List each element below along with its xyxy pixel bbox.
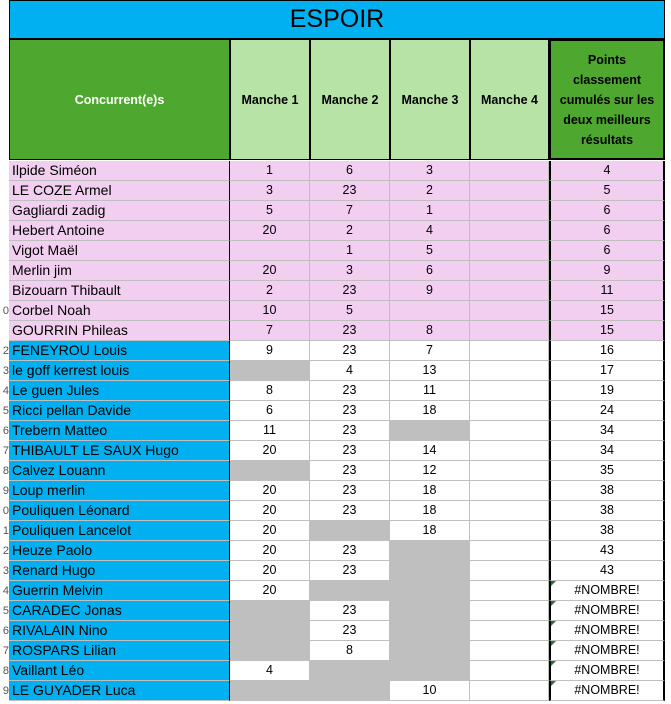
manche-1-cell[interactable]: 20 bbox=[230, 561, 310, 581]
points-cell[interactable]: 17 bbox=[549, 361, 665, 381]
points-cell[interactable]: 34 bbox=[549, 441, 665, 461]
manche-4-cell[interactable] bbox=[470, 641, 549, 661]
manche-4-cell[interactable] bbox=[470, 401, 549, 421]
manche-4-cell[interactable] bbox=[470, 541, 549, 561]
row-number: 6 bbox=[2, 625, 9, 637]
manche-1-cell[interactable] bbox=[230, 461, 310, 481]
manche-4-cell[interactable] bbox=[470, 481, 549, 501]
manche-4-cell[interactable] bbox=[470, 661, 549, 681]
points-cell[interactable]: #NOMBRE! bbox=[549, 641, 665, 661]
competitor-name-cell[interactable]: Bizouarn Thibault bbox=[9, 281, 230, 301]
competitor-name-cell[interactable]: Corbel Noah bbox=[9, 301, 230, 321]
manche-2-cell[interactable] bbox=[310, 661, 390, 681]
manche-4-cell[interactable] bbox=[470, 581, 549, 601]
error-indicator-icon bbox=[551, 601, 556, 606]
manche-2-cell[interactable]: 23 bbox=[310, 421, 390, 441]
competitor-name-cell[interactable]: CARADEC Jonas bbox=[9, 601, 230, 621]
points-cell[interactable]: 38 bbox=[549, 481, 665, 501]
manche-3-cell[interactable] bbox=[390, 581, 470, 601]
manche-1-cell[interactable] bbox=[230, 621, 310, 641]
manche-3-cell[interactable]: 18 bbox=[390, 401, 470, 421]
points-cell[interactable]: 16 bbox=[549, 341, 665, 361]
manche-2-cell[interactable]: 23 bbox=[310, 621, 390, 641]
competitor-name-cell[interactable]: Renard Hugo bbox=[9, 561, 230, 581]
competitor-name-cell[interactable]: Trebern Matteo bbox=[9, 421, 230, 441]
competitor-name-cell[interactable]: Hebert Antoine bbox=[9, 221, 230, 241]
points-cell[interactable]: 15 bbox=[549, 321, 665, 341]
manche-3-cell[interactable]: 18 bbox=[390, 501, 470, 521]
sheet-title[interactable]: ESPOIR bbox=[9, 0, 665, 39]
manche-4-cell[interactable] bbox=[470, 421, 549, 441]
row-number: 3 bbox=[2, 565, 9, 577]
manche-3-cell[interactable]: 18 bbox=[390, 521, 470, 541]
manche-4-cell[interactable] bbox=[470, 601, 549, 621]
row-number: 8 bbox=[2, 665, 9, 677]
manche-3-cell[interactable] bbox=[390, 661, 470, 681]
points-cell[interactable]: 35 bbox=[549, 461, 665, 481]
competitor-name-cell[interactable]: GOURRIN Phileas bbox=[9, 321, 230, 341]
points-cell[interactable]: 43 bbox=[549, 541, 665, 561]
manche-4-cell[interactable] bbox=[470, 181, 549, 201]
points-cell[interactable]: 38 bbox=[549, 501, 665, 521]
row-number: 4 bbox=[2, 385, 9, 397]
competitor-name-cell[interactable]: Ilpide Siméon bbox=[9, 161, 230, 181]
competitor-name-cell[interactable]: Heuze Paolo bbox=[9, 541, 230, 561]
row-number bbox=[0, 201, 9, 221]
manche-3-cell[interactable]: 12 bbox=[390, 461, 470, 481]
row-number bbox=[0, 221, 9, 241]
manche-1-cell[interactable]: 11 bbox=[230, 421, 310, 441]
header-points[interactable]: Points classement cumulés sur les deux meilleurs résultats bbox=[549, 39, 665, 160]
row-number: 1 bbox=[2, 525, 9, 537]
manche-2-cell[interactable]: 23 bbox=[310, 341, 390, 361]
error-indicator-icon bbox=[551, 661, 556, 666]
manche-3-cell[interactable] bbox=[390, 621, 470, 641]
manche-4-cell[interactable] bbox=[470, 201, 549, 221]
row-number: 0 bbox=[2, 305, 9, 317]
points-cell[interactable]: 6 bbox=[549, 221, 665, 241]
manche-3-cell[interactable]: 6 bbox=[390, 261, 470, 281]
manche-2-cell[interactable]: 23 bbox=[310, 321, 390, 341]
row-number: 2 bbox=[2, 345, 9, 357]
points-cell[interactable]: 9 bbox=[549, 261, 665, 281]
manche-4-cell[interactable] bbox=[470, 501, 549, 521]
row-number: 0 bbox=[2, 505, 9, 517]
manche-2-cell[interactable]: 6 bbox=[310, 161, 390, 181]
competitor-name-cell[interactable]: Pouliquen Léonard bbox=[9, 501, 230, 521]
manche-1-cell[interactable] bbox=[230, 361, 310, 381]
manche-3-cell[interactable] bbox=[390, 601, 470, 621]
manche-4-cell[interactable] bbox=[470, 281, 549, 301]
points-cell[interactable]: 43 bbox=[549, 561, 665, 581]
row-number: 3 bbox=[2, 365, 9, 377]
manche-2-cell[interactable]: 23 bbox=[310, 481, 390, 501]
manche-4-cell[interactable] bbox=[470, 301, 549, 321]
manche-4-cell[interactable] bbox=[470, 341, 549, 361]
competitor-name-cell[interactable]: Vaillant Léo bbox=[9, 661, 230, 681]
error-indicator-icon bbox=[551, 681, 556, 686]
row-number: 5 bbox=[2, 605, 9, 617]
manche-2-cell[interactable] bbox=[310, 581, 390, 601]
row-number bbox=[0, 281, 9, 301]
manche-3-cell[interactable]: 13 bbox=[390, 361, 470, 381]
row-number: 7 bbox=[2, 645, 9, 657]
manche-1-cell[interactable] bbox=[230, 641, 310, 661]
row-number: 4 bbox=[2, 585, 9, 597]
manche-1-cell[interactable]: 20 bbox=[230, 221, 310, 241]
manche-4-cell[interactable] bbox=[470, 221, 549, 241]
competitor-name-cell[interactable]: Ricci pellan Davide bbox=[9, 401, 230, 421]
manche-1-cell[interactable]: 20 bbox=[230, 481, 310, 501]
manche-4-cell[interactable] bbox=[470, 441, 549, 461]
manche-2-cell[interactable]: 5 bbox=[310, 301, 390, 321]
competitor-name-cell[interactable]: FENEYROU Louis bbox=[9, 341, 230, 361]
manche-1-cell[interactable]: 20 bbox=[230, 581, 310, 601]
manche-3-cell[interactable] bbox=[390, 641, 470, 661]
competitor-name-cell[interactable]: Merlin jim bbox=[9, 261, 230, 281]
manche-4-cell[interactable] bbox=[470, 461, 549, 481]
manche-2-cell[interactable]: 23 bbox=[310, 461, 390, 481]
manche-3-cell[interactable] bbox=[390, 561, 470, 581]
manche-2-cell[interactable]: 2 bbox=[310, 221, 390, 241]
points-cell[interactable]: 5 bbox=[549, 181, 665, 201]
manche-1-cell[interactable]: 3 bbox=[230, 181, 310, 201]
manche-3-cell[interactable]: 7 bbox=[390, 341, 470, 361]
manche-2-cell[interactable] bbox=[310, 521, 390, 541]
manche-3-cell[interactable]: 10 bbox=[390, 681, 470, 701]
competitor-name-cell[interactable]: Guerrin Melvin bbox=[9, 581, 230, 601]
manche-2-cell[interactable]: 23 bbox=[310, 501, 390, 521]
row-number: 9 bbox=[2, 485, 9, 497]
manche-2-cell[interactable]: 23 bbox=[310, 561, 390, 581]
manche-3-cell[interactable]: 18 bbox=[390, 481, 470, 501]
row-number bbox=[0, 241, 9, 261]
competitor-name-cell[interactable]: LE GUYADER Luca bbox=[9, 681, 230, 701]
manche-2-cell[interactable]: 3 bbox=[310, 261, 390, 281]
manche-4-cell[interactable] bbox=[470, 521, 549, 541]
error-indicator-icon bbox=[551, 581, 556, 586]
header-manche-1[interactable]: Manche 1 bbox=[230, 39, 310, 160]
header-manche-4[interactable]: Manche 4 bbox=[470, 39, 549, 160]
row-number bbox=[0, 261, 9, 281]
competitor-name-cell[interactable]: ROSPARS Lilian bbox=[9, 641, 230, 661]
row-number bbox=[0, 161, 9, 181]
points-cell[interactable]: #NOMBRE! bbox=[549, 581, 665, 601]
row-number: 9 bbox=[2, 685, 9, 697]
manche-1-cell[interactable]: 20 bbox=[230, 521, 310, 541]
manche-2-cell[interactable]: 23 bbox=[310, 401, 390, 421]
manche-2-cell[interactable]: 23 bbox=[310, 441, 390, 461]
competitor-name-cell[interactable]: LE COZE Armel bbox=[9, 181, 230, 201]
manche-2-cell[interactable]: 23 bbox=[310, 281, 390, 301]
competitor-name-cell[interactable]: Loup merlin bbox=[9, 481, 230, 501]
points-cell[interactable]: #NOMBRE! bbox=[549, 601, 665, 621]
header-manche-2[interactable]: Manche 2 bbox=[310, 39, 390, 160]
competitor-name-cell[interactable]: Calvez Louann bbox=[9, 461, 230, 481]
manche-4-cell[interactable] bbox=[470, 361, 549, 381]
manche-1-cell[interactable] bbox=[230, 241, 310, 261]
manche-3-cell[interactable]: 9 bbox=[390, 281, 470, 301]
manche-1-cell[interactable]: 20 bbox=[230, 441, 310, 461]
manche-3-cell[interactable] bbox=[390, 421, 470, 441]
manche-4-cell[interactable] bbox=[470, 321, 549, 341]
points-cell[interactable]: 6 bbox=[549, 241, 665, 261]
manche-4-cell[interactable] bbox=[470, 241, 549, 261]
points-cell[interactable]: 4 bbox=[549, 161, 665, 181]
manche-2-cell[interactable]: 4 bbox=[310, 361, 390, 381]
competitor-name-cell[interactable]: Gagliardi zadig bbox=[9, 201, 230, 221]
manche-3-cell[interactable]: 8 bbox=[390, 321, 470, 341]
manche-3-cell[interactable]: 5 bbox=[390, 241, 470, 261]
header-manche-3[interactable]: Manche 3 bbox=[390, 39, 470, 160]
manche-2-cell[interactable]: 23 bbox=[310, 541, 390, 561]
points-cell[interactable]: #NOMBRE! bbox=[549, 681, 665, 701]
manche-1-cell[interactable]: 8 bbox=[230, 381, 310, 401]
manche-1-cell[interactable] bbox=[230, 681, 310, 701]
points-cell[interactable]: 24 bbox=[549, 401, 665, 421]
manche-3-cell[interactable] bbox=[390, 541, 470, 561]
competitor-name-cell[interactable]: THIBAULT LE SAUX Hugo bbox=[9, 441, 230, 461]
manche-1-cell[interactable]: 7 bbox=[230, 321, 310, 341]
error-indicator-icon bbox=[551, 641, 556, 646]
manche-2-cell[interactable]: 8 bbox=[310, 641, 390, 661]
header-concurrents[interactable]: Concurrent(e)s bbox=[9, 39, 230, 160]
competitor-name-cell[interactable]: le goff kerrest louis bbox=[9, 361, 230, 381]
manche-3-cell[interactable]: 14 bbox=[390, 441, 470, 461]
manche-1-cell[interactable]: 5 bbox=[230, 201, 310, 221]
row-number bbox=[0, 181, 9, 201]
manche-4-cell[interactable] bbox=[470, 161, 549, 181]
manche-2-cell[interactable]: 23 bbox=[310, 601, 390, 621]
manche-2-cell[interactable]: 23 bbox=[310, 381, 390, 401]
competitor-name-cell[interactable]: RIVALAIN Nino bbox=[9, 621, 230, 641]
points-cell[interactable]: 15 bbox=[549, 301, 665, 321]
manche-3-cell[interactable]: 11 bbox=[390, 381, 470, 401]
manche-3-cell[interactable]: 1 bbox=[390, 201, 470, 221]
points-cell[interactable]: 19 bbox=[549, 381, 665, 401]
manche-2-cell[interactable]: 1 bbox=[310, 241, 390, 261]
competitor-name-cell[interactable]: Le guen Jules bbox=[9, 381, 230, 401]
manche-1-cell[interactable]: 10 bbox=[230, 301, 310, 321]
manche-2-cell[interactable]: 7 bbox=[310, 201, 390, 221]
manche-4-cell[interactable] bbox=[470, 681, 549, 701]
manche-1-cell[interactable]: 6 bbox=[230, 401, 310, 421]
manche-3-cell[interactable]: 3 bbox=[390, 161, 470, 181]
points-cell[interactable]: #NOMBRE! bbox=[549, 621, 665, 641]
points-cell[interactable]: 11 bbox=[549, 281, 665, 301]
manche-4-cell[interactable] bbox=[470, 561, 549, 581]
manche-1-cell[interactable]: 20 bbox=[230, 501, 310, 521]
points-cell[interactable]: 34 bbox=[549, 421, 665, 441]
manche-1-cell[interactable]: 9 bbox=[230, 341, 310, 361]
manche-1-cell[interactable]: 1 bbox=[230, 161, 310, 181]
row-number: 6 bbox=[2, 425, 9, 437]
competitor-name-cell[interactable]: Vigot Maël bbox=[9, 241, 230, 261]
manche-2-cell[interactable] bbox=[310, 681, 390, 701]
manche-1-cell[interactable]: 4 bbox=[230, 661, 310, 681]
row-number: 5 bbox=[2, 405, 9, 417]
row-number: 8 bbox=[2, 465, 9, 477]
error-indicator-icon bbox=[551, 621, 556, 626]
points-cell[interactable]: 38 bbox=[549, 521, 665, 541]
row-number: 2 bbox=[2, 545, 9, 557]
competitor-name-cell[interactable]: Pouliquen Lancelot bbox=[9, 521, 230, 541]
manche-4-cell[interactable] bbox=[470, 621, 549, 641]
manche-3-cell[interactable]: 4 bbox=[390, 221, 470, 241]
manche-4-cell[interactable] bbox=[470, 261, 549, 281]
manche-4-cell[interactable] bbox=[470, 381, 549, 401]
points-cell[interactable]: 6 bbox=[549, 201, 665, 221]
manche-1-cell[interactable]: 20 bbox=[230, 541, 310, 561]
manche-1-cell[interactable]: 2 bbox=[230, 281, 310, 301]
manche-1-cell[interactable]: 20 bbox=[230, 261, 310, 281]
row-number: 7 bbox=[2, 445, 9, 457]
manche-3-cell[interactable]: 2 bbox=[390, 181, 470, 201]
row-number bbox=[0, 321, 9, 341]
manche-1-cell[interactable] bbox=[230, 601, 310, 621]
manche-2-cell[interactable]: 23 bbox=[310, 181, 390, 201]
manche-3-cell[interactable] bbox=[390, 301, 470, 321]
points-cell[interactable]: #NOMBRE! bbox=[549, 661, 665, 681]
